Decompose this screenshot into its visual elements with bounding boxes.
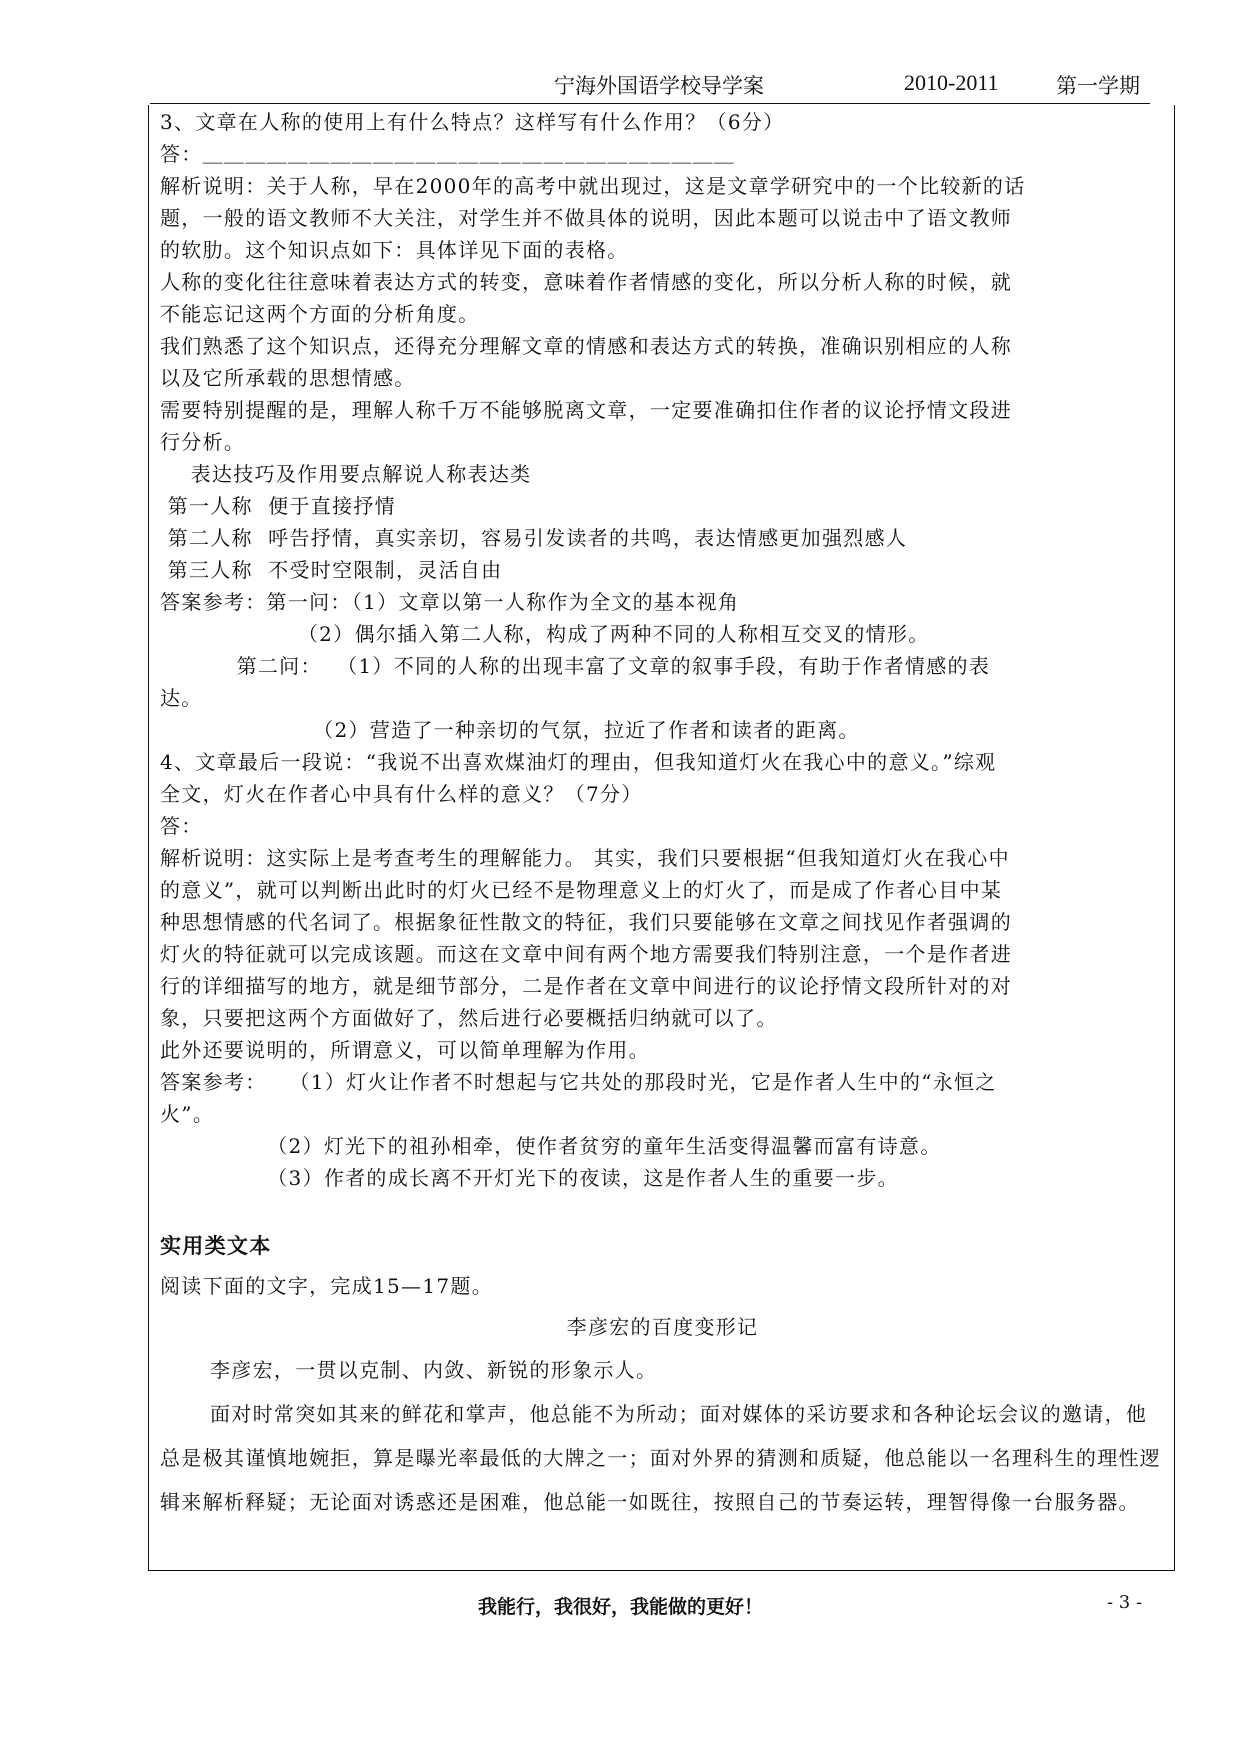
table-caption: 表达技巧及作用要点解说人称表达类: [160, 462, 532, 486]
text-line: 3、文章在人称的使用上有什么特点？这样写有什么作用？（6分）: [160, 110, 785, 134]
header-year: 2010-2011: [904, 70, 999, 95]
section-instruction: 阅读下面的文字，完成15—17题。: [160, 1274, 493, 1298]
text-line: 我们熟悉了这个知识点，还得充分理解文章的情感和表达方式的转换，准确识别相应的人称: [160, 334, 1012, 358]
footer-motto: 我能行，我很好，我能做的更好！: [477, 1596, 763, 1618]
text-line: 解析说明：关于人称，早在2000年的高考中就出现过，这是文章学研究中的一个比较新的话: [160, 174, 1026, 198]
person-row-third: 第三人称 不受时空限制，灵活自由: [160, 558, 503, 582]
text-line: 第二问： （1）不同的人称的出现丰富了文章的叙事手段，有助于作者情感的表: [160, 654, 991, 678]
article-paragraph: [160, 1392, 1165, 1524]
text-line: 人称的变化往往意味着表达方式的转变，意味着作者情感的变化，所以分析人称的时候，就: [160, 270, 1012, 294]
text-line: 以及它所承载的思想情感。: [160, 366, 416, 390]
person-row-second: 第二人称 呼告抒情，真实亲切，容易引发读者的共鸣，表达情感更加强烈感人: [160, 526, 908, 550]
header-term: 第一学期: [1056, 74, 1140, 98]
text-line: （2）偶尔插入第二人称，构成了两种不同的人称相互交叉的情形。: [160, 622, 930, 646]
article-paragraph: 李彦宏，一贯以克制、内敛、新锐的形象示人。: [210, 1358, 658, 1382]
answer-blank-line: 答：＿＿＿＿＿＿＿＿＿＿＿＿＿＿＿＿＿＿＿＿＿＿＿＿＿: [160, 142, 736, 166]
text-line: 的意义”，就可以判断出此时的灯火已经不是物理意义上的灯火了，而是成了作者心目中某: [160, 878, 1003, 902]
article-paragraph-text: 面对时常突如其来的鲜花和掌声，他总能不为所动；面对媒体的采访要求和各种论坛会议的邀请，他总是极其谨慎地婉拒，算是曝光率最低的大牌之一；面对外界的猜测和质疑，他总能以一名理科生的理性逻辑来解析释疑；无论面对诱惑还是困难，他总能一如既往，按照自己的节奏运转，理智得像一台服务器。: [160, 1402, 1162, 1514]
article-title: 李彦宏的百度变形记: [566, 1315, 759, 1339]
text-line: 灯火的特征就可以完成该题。而这在文章中间有两个地方需要我们特别注意，一个是作者进: [160, 942, 1012, 966]
text-line: 解析说明：这实际上是考查考生的理解能力。 其实，我们只要根据“但我知道灯火在我心中: [160, 846, 1010, 870]
text-line: 的软肋。这个知识点如下：具体详见下面的表格。: [160, 238, 629, 262]
text-line: 需要特别提醒的是，理解人称千万不能够脱离文章，一定要准确扣住作者的议论抒情文段进: [160, 398, 1012, 422]
header-school: 宁海外国语学校导学案: [554, 74, 764, 98]
text-line: 答案参考：第一问：（1）文章以第一人称作为全文的基本视角: [160, 590, 740, 614]
content-body: [160, 106, 1165, 1524]
page-header: [150, 70, 1150, 100]
text-line: 全文，灯火在作者心中具有什么样的意义？（7分）: [160, 782, 643, 806]
text-line: 题，一般的语文教师不大关注，对学生并不做具体的说明，因此本题可以说击中了语文教师: [160, 206, 1012, 230]
text-line: 答案参考： （1）灯火让作者不时想起与它共处的那段时光，它是作者人生中的“永恒之: [160, 1070, 997, 1094]
page-number: - 3 -: [1107, 1592, 1143, 1613]
text-line: 象，只要把这两个方面做好了，然后进行必要概括归纳就可以了。: [160, 1006, 778, 1030]
text-line: （2）灯光下的祖孙相牵，使作者贫穷的童年生活变得温馨而富有诗意。: [160, 1134, 942, 1158]
text-line: 4、文章最后一段说：“我说不出喜欢煤油灯的理由，但我知道灯火在我心中的意义。”综观: [160, 750, 997, 774]
text-line: （2）营造了一种亲切的气氛，拉近了作者和读者的距离。: [160, 718, 860, 742]
person-row-first: 第一人称 便于直接抒情: [160, 494, 396, 518]
text-line: 此外还要说明的，所谓意义，可以简单理解为作用。: [160, 1038, 650, 1062]
text-line: （3）作者的成长离不开灯光下的夜读，这是作者人生的重要一步。: [160, 1166, 899, 1190]
section-title: 实用类文本: [160, 1234, 272, 1258]
text-line: 答：: [160, 814, 203, 838]
text-line: 达。: [160, 686, 203, 710]
text-line: 行的详细描写的地方，就是细节部分，二是作者在文章中间进行的议论抒情文段所针对的对: [160, 974, 1012, 998]
text-line: 不能忘记这两个方面的分析角度。: [160, 302, 480, 326]
text-line: 火”。: [160, 1102, 215, 1126]
header-rule: [150, 103, 1150, 104]
text-line: 行分析。: [160, 430, 246, 454]
text-line: 种思想情感的代名词了。根据象征性散文的特征，我们只要能够在文章之间找见作者强调的: [160, 910, 1012, 934]
